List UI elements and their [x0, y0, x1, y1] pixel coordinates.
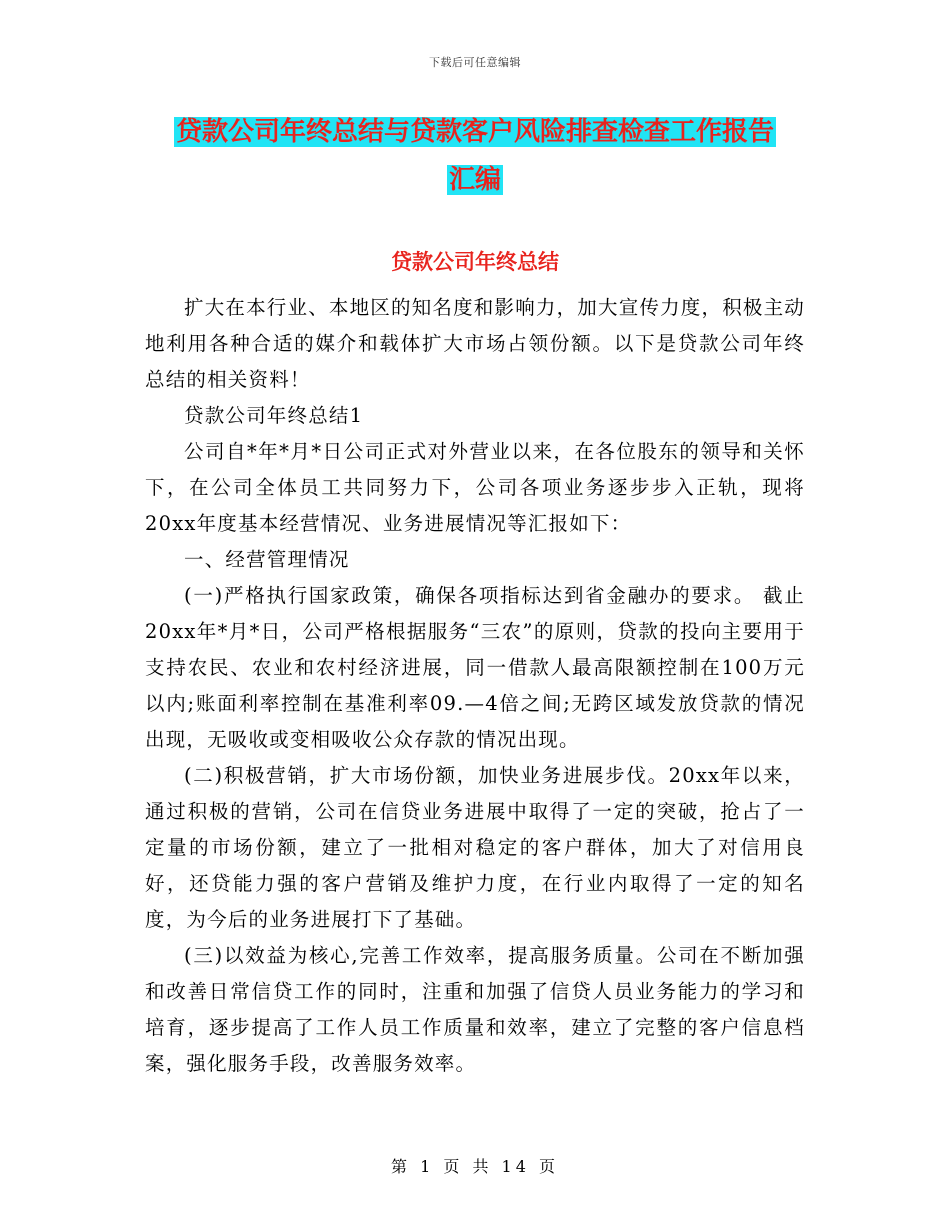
paragraph-item-1: (一)严格执行国家政策，确保各项指标达到省金融办的要求。 截止20xx年*月*日，公司严格根据服务“三农”的原则，贷款的投向主要用于支持农民、农业和农村经济进展，同一借款人最高限额控制在100万元以内;账面利率控制在基准利率09.—4倍之间;无跨区域发放贷款的情况出现，无吸收或变相吸收公众存款的情况出现。	[145, 584, 805, 751]
paragraph-intro: 扩大在本行业、本地区的知名度和影响力，加大宣传力度，积极主动地利用各种合适的媒介和载体扩大市场占领份额。以下是贷款公司年终总结的相关资料！	[145, 296, 806, 391]
paragraph-opening: 公司自*年*月*日公司正式对外营业以来，在各位股东的领导和关怀下，在公司全体员工共同努力下，公司各项业务逐步步入正轨，现将20xx年度基本经营情况、业务进展情况等汇报如下：	[145, 440, 805, 535]
main-title-line-1: 贷款公司年终总结与贷款客户风险排查检查工作报告	[175, 117, 774, 147]
paragraph-heading-operations: 一、经营管理情况	[184, 548, 350, 571]
page-number-footer: 第 1 页 共 14 页	[391, 1157, 559, 1176]
paragraph-subtitle: 贷款公司年终总结1	[184, 404, 364, 427]
main-title	[150, 108, 800, 204]
body-text	[145, 290, 805, 1082]
paragraph-item-3: (三)以效益为核心,完善工作效率，提高服务质量。公司在不断加强和改善日常信贷工作的同时，注重和加强了信贷人员业务能力的学习和培育，逐步提高了工作人员工作质量和效率，建立了完整的客户信息档案，强化服务手段，改善服务效率。	[145, 944, 805, 1075]
section-title: 贷款公司年终总结	[391, 250, 559, 274]
paragraph-item-2: (二)积极营销，扩大市场份额，加快业务进展步伐。20xx年以来，通过积极的营销，公司在信贷业务进展中取得了一定的突破，抢占了一定量的市场份额，建立了一批相对稳定的客户群体，加大了对信用良好，还贷能力强的客户营销及维护力度，在行业内取得了一定的知名度，为今后的业务进展打下了基础。	[145, 764, 805, 931]
main-title-line-2: 汇编	[448, 165, 501, 195]
header-note: 下载后可任意编辑	[429, 56, 521, 69]
